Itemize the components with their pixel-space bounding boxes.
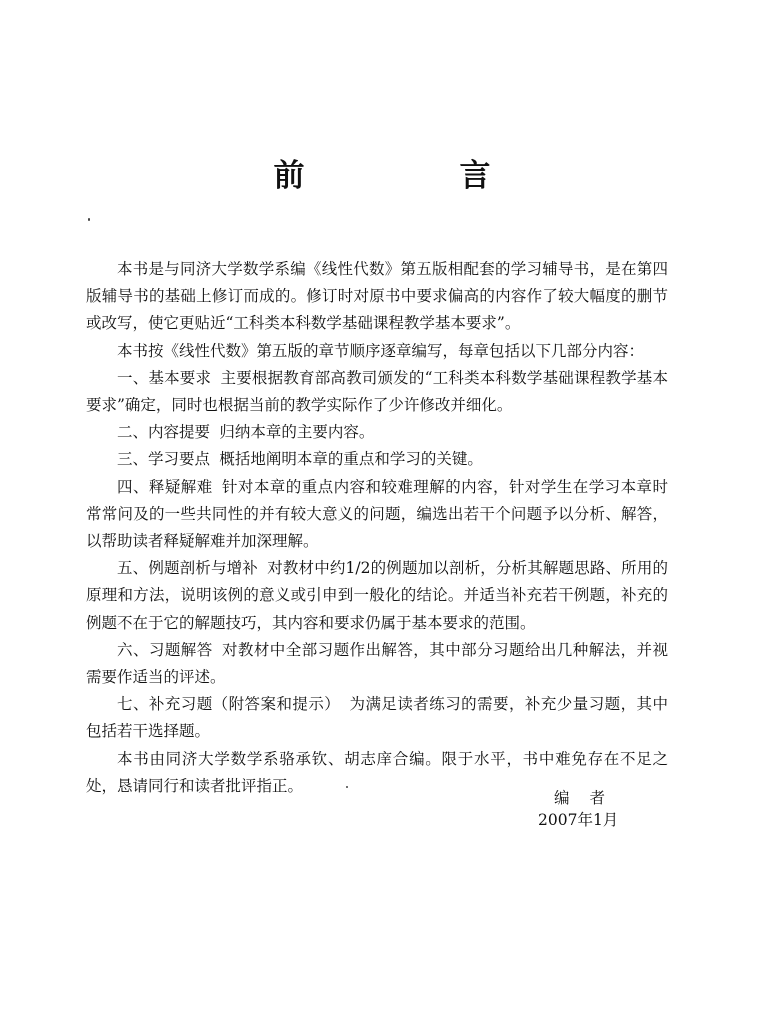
section-term: 一、基本要求: [117, 368, 212, 387]
paragraph-text: 本书按《线性代数》第五版的章节顺序逐章编写，每章包括以下几部分内容：: [117, 341, 645, 360]
paragraph-text: 针对本章的重点内容和较难理解的内容，针对学生在学习本章时常常问及的一些共同性的并有较大意义的问题，编选出若干个问题予以分析、解答，以帮助读者释疑解难并加深理解。: [86, 477, 668, 551]
paragraph: [86, 446, 668, 473]
paragraph-text: 对教材中全部习题作出解答，其中部分习题给出几种解法，并视需要作适当的评述。: [86, 640, 668, 687]
signature: 编者: [554, 789, 626, 807]
paragraph-text: 本书是与同济大学数学系编《线性代数》第五版相配套的学习辅导书，是在第四版辅导书的基础上修订而成的。修订时对原书中要求偏高的内容作了较大幅度的删节或改写，使它更贴近“工科类本科数学基础课程教学基本要求”。: [86, 260, 668, 333]
paragraph: [86, 256, 668, 338]
paragraph: [86, 691, 668, 745]
paragraph: [86, 474, 668, 556]
paragraph: [86, 555, 668, 637]
paragraph-text: 主要根据教育部高教司颁发的“工科类本科数学基础课程教学基本要求”确定，同时也根据当前的教学实际作了少许修改并细化。: [86, 368, 668, 415]
section-term: 六、习题解答: [117, 640, 213, 659]
page-title: 前 言: [273, 158, 553, 194]
date: 2007年1月: [538, 811, 619, 829]
section-term: 五、例题剖析与增补: [117, 559, 258, 578]
paragraph-text: 对教材中约1/2的例题加以剖析，分析其解题思路、所用的原理和方法，说明该例的意义或引申到一般化的结论。并适当补充若干例题，补充的例题不在于它的解题技巧，其内容和要求仍属于基本要求的范围。: [86, 559, 668, 632]
scan-speck: [88, 218, 90, 221]
paragraph: [86, 365, 668, 419]
paragraph: [86, 637, 668, 691]
paragraph-text: 概括地阐明本章的重点和学习的关键。: [219, 450, 483, 469]
section-term: 七、补充习题（附答案和提示）: [117, 695, 341, 714]
paragraph: [86, 338, 668, 365]
section-term: 四、释疑解难: [117, 477, 213, 496]
preface-body: [86, 256, 668, 800]
section-term: 二、内容提要: [117, 423, 211, 442]
paragraph: [86, 419, 668, 446]
section-term: 三、学习要点: [117, 450, 211, 469]
paragraph-text: 为满足读者练习的需要，补充少量习题，其中包括若干选择题。: [86, 695, 668, 741]
paragraph-text: 本书由同济大学数学系骆承钦、胡志庠合编。限于水平，书中难免存在不足之处，恳请同行和读者批评指正。: [86, 749, 668, 795]
scan-speck: [346, 786, 348, 788]
paragraph-text: 归纳本章的主要内容。: [219, 423, 375, 442]
